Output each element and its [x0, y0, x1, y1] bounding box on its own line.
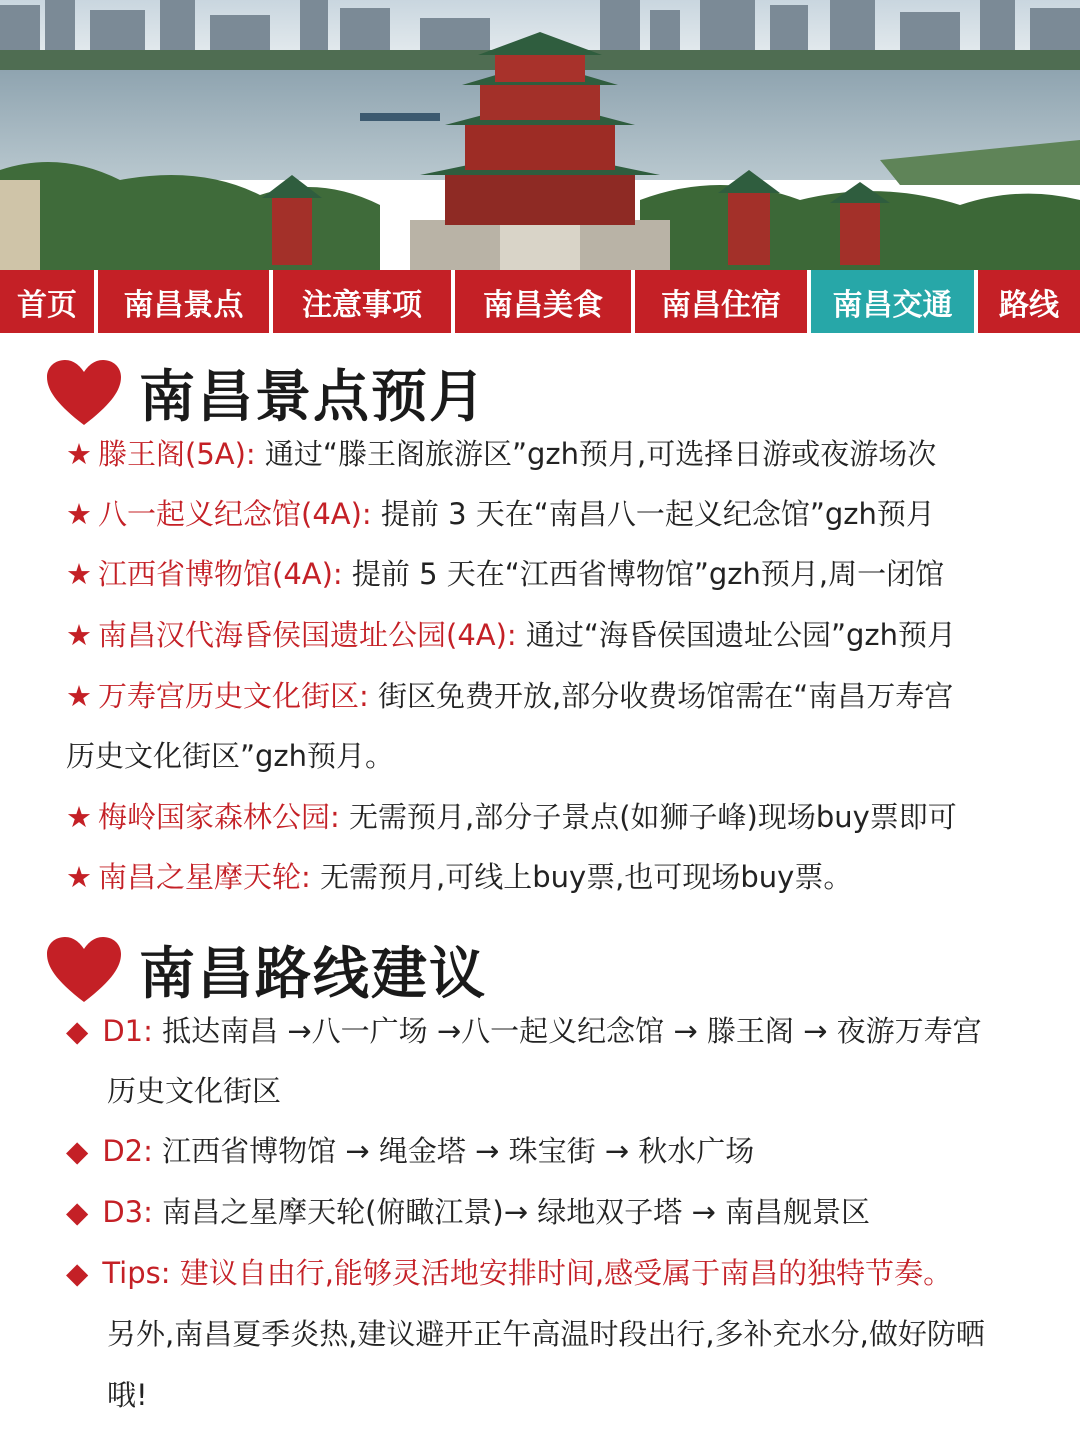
- star-icon: ★: [66, 679, 92, 713]
- item-text: 通过“海昏侯国遗址公园”gzh预月: [525, 618, 956, 652]
- item-text: 抵达南昌 →八一广场 →八一起义纪念馆 → 滕王阁 → 夜游万寿宫: [162, 1014, 982, 1048]
- item-name: 江西省博物馆(4A):: [98, 557, 343, 591]
- list-item: [66, 1253, 952, 1293]
- hero-photo: [0, 0, 1080, 270]
- list-item: [66, 554, 944, 594]
- heart-icon: [45, 936, 123, 1004]
- section-title: 南昌路线建议: [139, 942, 487, 1007]
- item-text: 南昌之星摩天轮(俯瞰江景)→ 绿地双子塔 → 南昌舰景区: [162, 1195, 870, 1229]
- list-item: [66, 615, 956, 655]
- diamond-icon: ◆: [66, 1134, 89, 1168]
- item-text: 提前 5 天在“江西省博物馆”gzh预月,周一闭馆: [351, 557, 945, 591]
- diamond-icon: ◆: [66, 1195, 89, 1229]
- star-icon: ★: [66, 618, 92, 652]
- diamond-icon: ◆: [66, 1256, 89, 1290]
- item-text: 通过“滕王阁旅游区”gzh预月,可选择日游或夜游场次: [264, 437, 937, 471]
- tab-bar: [0, 270, 1080, 333]
- star-icon: ★: [66, 860, 92, 894]
- star-icon: ★: [66, 497, 92, 531]
- tab-route[interactable]: 路线: [978, 270, 1080, 333]
- item-name: 南昌汉代海昏侯国遗址公园(4A):: [98, 618, 517, 652]
- item-name: 滕王阁(5A):: [98, 437, 256, 471]
- item-text: 街区免费开放,部分收费场馆需在“南昌万寿宫: [378, 679, 954, 713]
- diamond-icon: ◆: [66, 1014, 89, 1048]
- tab-lodging[interactable]: 南昌住宿: [635, 270, 811, 333]
- section-title: 南昌景点预月: [139, 365, 487, 430]
- item-label: D1:: [102, 1014, 153, 1048]
- list-item: [66, 494, 935, 534]
- item-text: 无需预月,可线上buy票,也可现场buy票。: [320, 860, 853, 894]
- item-text: 无需预月,部分子景点(如狮子峰)现场buy票即可: [349, 800, 957, 834]
- section-route-header: [45, 930, 487, 1010]
- item-text-continued: 另外,南昌夏季炎热,建议避开正午高温时段出行,多补充水分,做好防晒: [107, 1317, 985, 1351]
- heart-icon: [45, 359, 123, 427]
- tab-transport[interactable]: 南昌交通: [811, 270, 978, 333]
- item-text-continued: 历史文化街区”gzh预月。: [66, 739, 395, 773]
- star-icon: ★: [66, 557, 92, 591]
- section-attractions-header: [45, 353, 487, 433]
- item-text: 提前 3 天在“南昌八一起义纪念馆”gzh预月: [380, 497, 935, 531]
- item-name: 万寿宫历史文化街区:: [98, 679, 369, 713]
- item-text-continued: 哦!: [107, 1378, 148, 1412]
- item-text: 建议自由行,能够灵活地安排时间,感受属于南昌的独特节奏。: [179, 1256, 953, 1290]
- tab-food[interactable]: 南昌美食: [455, 270, 635, 333]
- item-text-continued: 历史文化街区: [107, 1074, 282, 1108]
- item-name: 南昌之星摩天轮:: [98, 860, 311, 894]
- item-label: Tips:: [102, 1256, 171, 1290]
- item-name: 梅岭国家森林公园:: [98, 800, 340, 834]
- item-name: 八一起义纪念馆(4A):: [98, 497, 372, 531]
- star-icon: ★: [66, 800, 92, 834]
- item-label: D3:: [102, 1195, 153, 1229]
- list-item: [66, 434, 936, 474]
- tab-notes[interactable]: 注意事项: [273, 270, 455, 333]
- tab-attractions[interactable]: 南昌景点: [98, 270, 273, 333]
- item-text: 江西省博物馆 → 绳金塔 → 珠宝街 → 秋水广场: [162, 1134, 755, 1168]
- list-item: [66, 857, 852, 897]
- list-item: [66, 1131, 754, 1171]
- star-icon: ★: [66, 437, 92, 471]
- list-item: [66, 797, 957, 837]
- list-item: [66, 676, 953, 716]
- list-item: [66, 1192, 870, 1232]
- list-item: [66, 1011, 982, 1051]
- tab-home[interactable]: 首页: [0, 270, 98, 333]
- item-label: D2:: [102, 1134, 153, 1168]
